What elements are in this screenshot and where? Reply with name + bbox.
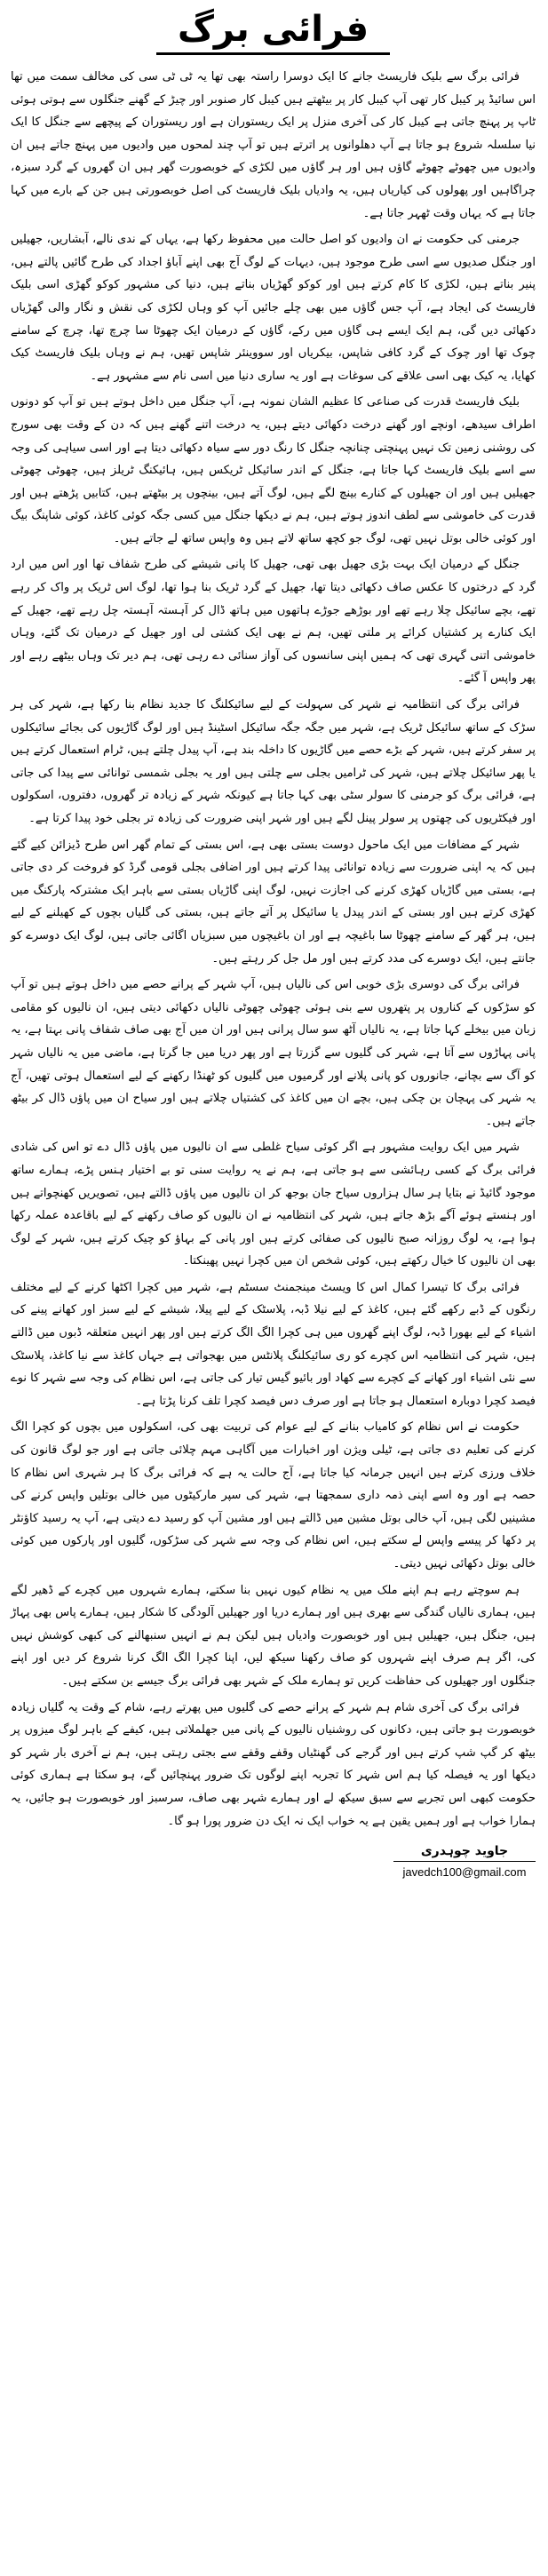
paragraph: حکومت نے اس نظام کو کامیاب بنانے کے لیے عوام کی تربیت بھی کی، اسکولوں میں بچوں کو کچرا الگ کرنے کی تعلیم دی جاتی ہے، ٹیلی ویژن اور اخبارات میں آگاہی مہم چلائی جاتی ہے اور جو لوگ قانون کی خلاف ورزی کرتے ہیں انہیں جرمانہ کیا جاتا ہے، آج حالت یہ ہے کہ فرائی برگ کا ہر شہری اس نظام کا حصہ ہے اور وہ اسے اپنی ذمہ داری سمجھتا ہے، شہر کی سپر مارکیٹوں میں خالی بوتلیں واپس کرنے کی مشینیں لگی ہیں، آپ خالی بوتل مشین میں ڈالتے ہیں اور مشین آپ کو رسید دے دیتی ہے، آپ یہ رسید کاؤنٹر پر دکھا کر پیسے واپس لے سکتے ہیں، اس نظام کی وجہ سے شہر کی سڑکوں، گلیوں اور پارکوں میں کوئی خالی بوتل دکھائی نہیں دیتی۔ [11,1420,536,1570]
author-email: javedch100@gmail.com [393,1861,536,1881]
paragraph: فرائی برگ کا تیسرا کمال اس کا ویسٹ مینجمنٹ سسٹم ہے، شہر میں کچرا اکٹھا کرنے کے لیے مختلف رنگوں کے ڈبے رکھے گئے ہیں، کاغذ کے لیے نیلا ڈبہ، پلاسٹک کے لیے پیلا، شیشے کے لیے سبز اور کھانے پینے کی اشیاء کے لیے بھورا ڈبہ، لوگ اپنے گھروں میں ہی کچرا الگ الگ کرتے ہیں اور پھر انہیں متعلقہ ڈبوں میں ڈالتے ہیں، شہر کی انتظامیہ اس کچرے کو ری سائیکلنگ پلانٹس میں بھجواتی ہے جہاں کاغذ سے نیا کاغذ، پلاسٹک سے نئی اشیاء اور کھانے کے کچرے سے کھاد اور بائیو گیس تیار کی جاتی ہے، اس نظام کی وجہ سے شہر کا نوے فیصد کچرا دوبارہ استعمال ہو جاتا ہے اور صرف دس فیصد کچرا تلف کرنا پڑتا ہے۔ [11,1280,536,1408]
article-title: فرائی برگ [156,12,390,55]
article-body [11,66,536,1833]
paragraph: جرمنی کی حکومت نے ان وادیوں کو اصل حالت میں محفوظ رکھا ہے، یہاں کے ندی نالے، آبشاریں، جھیلیں اور جنگل صدیوں سے اسی طرح موجود ہیں، دیہات کے لوگ آج بھی اپنے آباؤ اجداد کی طرح گائیں پالتے ہیں، پنیر بناتے ہیں، لکڑی کا کام کرتے ہیں اور کوکو گھڑیاں بناتے ہیں، دنیا کی مشہور کوکو گھڑی اسی بلیک فاریسٹ کی ایجاد ہے، آپ جس گاؤں میں بھی چلے جائیں آپ کو وہاں لکڑی کی نقش و نگار والی گھڑیاں دکھائی دیں گی، ہم ایک ایسے ہی گاؤں میں رکے، گاؤں کے درمیان ایک چھوٹا سا چرچ تھا، چرچ کے سامنے چوک تھا اور چوک کے گرد کافی شاپس، بیکریاں اور سووینئر شاپس تھیں، ہم نے وہاں بلیک فاریسٹ کیک کھایا، یہ کیک بھی اسی علاقے کی سوغات ہے اور یہ ساری دنیا میں اسی نام سے مشہور ہے۔ [11,233,536,383]
paragraph: ہم سوچتے رہے ہم اپنے ملک میں یہ نظام کیوں نہیں بنا سکتے، ہمارے شہروں میں کچرے کے ڈھیر لگے ہیں، ہماری نالیاں گندگی سے بھری ہیں اور ہمارے دریا اور جھیلیں آلودگی کا شکار ہیں، ہمارے پاس بھی پہاڑ ہیں، جنگل ہیں، جھیلیں ہیں اور خوبصورت وادیاں ہیں لیکن ہم نے انہیں سنبھالنے کی کبھی کوشش نہیں کی، اگر ہم صرف اپنے شہروں کو صاف رکھنا سیکھ لیں، اپنا کچرا الگ الگ کرنا شروع کر دیں اور اپنے جنگلوں اور جھیلوں کی حفاظت کریں تو ہمارے ملک کے شہر بھی فرائی برگ جیسے بن سکتے ہیں۔ [11,1583,536,1688]
author-signoff [393,1841,536,1881]
paragraph: جنگل کے درمیان ایک بہت بڑی جھیل بھی تھی، جھیل کا پانی شیشے کی طرح شفاف تھا اور اس میں ارد گرد کے درختوں کا عکس صاف دکھائی دیتا تھا، جھیل کے گرد ٹریک بنا ہوا تھا، لوگ اس ٹریک پر واک کر رہے تھے، بچے سائیکل چلا رہے تھے اور بوڑھے جوڑے ہاتھوں میں ہاتھ ڈال کر آہستہ آہستہ چل رہے تھے، جھیل کے ایک کنارے پر کشتیاں کرائے پر ملتی تھیں، ہم نے بھی ایک کشتی لی اور جھیل کے درمیان تک گئے، وہاں خاموشی اتنی گہری تھی کہ ہمیں اپنی سانسوں کی آواز سنائی دے رہی تھی، ہم دیر تک وہاں بیٹھے رہے اور پھر واپس آ گئے۔ [11,558,536,686]
paragraph: بلیک فاریسٹ قدرت کی صناعی کا عظیم الشان نمونہ ہے، آپ جنگل میں داخل ہوتے ہیں تو آپ کو دونوں اطراف سیدھے، اونچے اور گھنے درخت دکھائی دیتے ہیں، یہ درخت اتنے گھنے ہیں کہ دن کے وقت بھی سورج کی روشنی زمین تک نہیں پہنچتی چنانچہ جنگل کا رنگ دور سے سیاہ دکھائی دیتا ہے اور اسی سیاہی کی وجہ سے اسے بلیک فاریسٹ کہا جاتا ہے، جنگل کے اندر سائیکل ٹریکس ہیں، ہائیکنگ ٹریلز ہیں، چھوٹی چھوٹی جھیلیں ہیں اور ان جھیلوں کے کنارے بینچ لگے ہیں، لوگ آتے ہیں، بینچوں پر بیٹھتے ہیں، کتابیں پڑھتے ہیں اور قدرت کی خاموشی سے لطف اندوز ہوتے ہیں، ہم نے دیکھا جنگل میں کسی جگہ کوئی کاغذ، کوئی شاپنگ بیگ اور کوئی خالی بوتل نہیں تھی، لوگ جو کچھ ساتھ لاتے ہیں وہ واپس ساتھ لے جاتے ہیں۔ [11,395,536,545]
author-name: جاوید چوہدری [420,1844,509,1859]
paragraph: فرائی برگ کی آخری شام ہم شہر کے پرانے حصے کی گلیوں میں پھرتے رہے، شام کے وقت یہ گلیاں زیادہ خوبصورت ہو جاتی ہیں، دکانوں کی روشنیاں نالیوں کے پانی میں جھلملاتی ہیں، کیفے کے باہر لوگ میزوں پر بیٹھ کر گپ شپ کرتے ہیں اور گرجے کی گھنٹیاں وقفے وقفے سے بجتی رہتی ہیں، ہم نے آخری بار شہر کو دیکھا اور یہ فیصلہ کیا ہم اس شہر کا تجربہ اپنے لوگوں تک ضرور پہنچائیں گے، ہو سکتا ہے ہماری کوئی حکومت کبھی اس تجربے سے سبق سیکھ لے اور ہمارے شہر بھی صاف، سرسبز اور خوبصورت ہو جائیں، یہ ہمارا خواب ہے اور ہمیں یقین ہے یہ خواب ایک نہ ایک دن ضرور پورا ہو گا۔ [11,1700,536,1828]
paragraph: فرائی برگ کی دوسری بڑی خوبی اس کی نالیاں ہیں، آپ شہر کے پرانے حصے میں داخل ہوتے ہیں تو آپ کو سڑکوں کے کناروں پر پتھروں سے بنی ہوئی چھوٹی چھوٹی نالیاں دکھائی دیتی ہیں، ان نالیوں کو مقامی زبان میں بیخلے کہا جاتا ہے، یہ نالیاں آٹھ سو سال پرانی ہیں اور ان میں آج بھی صاف شفاف پانی بہتا ہے، یہ پانی پہاڑوں سے آتا ہے، شہر کی گلیوں سے گزرتا ہے اور پھر دریا میں جا گرتا ہے، ماضی میں یہ نالیاں شہر کو آگ سے بچانے، جانوروں کو پانی پلانے اور گرمیوں میں گلیوں کو ٹھنڈا رکھنے کے لیے استعمال ہوتی تھیں، آج یہ شہر کی پہچان بن چکی ہیں، بچے ان میں کاغذ کی کشتیاں چلاتے ہیں اور سیاح ان میں پاؤں ڈال کر بیٹھ جاتے ہیں۔ [11,978,536,1128]
paragraph: شہر میں ایک روایت مشہور ہے اگر کوئی سیاح غلطی سے ان نالیوں میں پاؤں ڈال دے تو اس کی شادی فرائی برگ کے کسی رہائشی سے ہو جاتی ہے، ہم نے یہ روایت سنی تو بے اختیار ہنس پڑے، ہمارے ساتھ موجود گائیڈ نے بتایا ہر سال ہزاروں سیاح جان بوجھ کر ان نالیوں میں پاؤں ڈالتے ہیں، تصویریں کھنچواتے ہیں اور ہنستے ہوئے آگے بڑھ جاتے ہیں، شہر کی انتظامیہ نے ان نالیوں کو صاف رکھنے کے لیے باقاعدہ عملہ رکھا ہوا ہے، یہ لوگ روزانہ صبح نالیوں کی صفائی کرتے ہیں اور پانی کے بہاؤ کو چیک کرتے ہیں، شہر کے لوگ بھی ان نالیوں کا خیال رکھتے ہیں، کوئی شخص ان میں کچرا نہیں پھینکتا۔ [11,1141,536,1268]
paragraph: فرائی برگ سے بلیک فاریسٹ جانے کا ایک دوسرا راستہ بھی تھا یہ ٹی ٹی سی کی مخالف سمت میں تھا اس سائیڈ پر کیبل کار تھی آپ کیبل کار پر بیٹھتے ہیں کیبل کار صنوبر اور چیڑ کے گھنے جنگلوں سے ہوتی ہوئی ٹاپ پر پہنچ جاتی ہے کیبل کار کی آخری منزل پر ایک ریستوران ہے اور ریستوران کے پیچھے سے جنگل کا ایک نیا سلسلہ شروع ہو جاتا ہے آپ دھلوانوں پر اترتے ہیں تو آپ چند لمحوں میں وادیوں میں پہنچ جاتے ہیں ان وادیوں میں چھوٹے چھوٹے گاؤں ہیں اور ہر گاؤں میں لکڑی کے خوبصورت گھر ہیں ان گھروں کے گرد سبزہ، چراگاہیں اور پھولوں کی کیاریاں ہیں، یہ وادیاں بلیک فاریسٹ کی اصل خوبصورتی ہیں جن کے بارے میں کہا جاتا ہے کہ یہاں وقت ٹھہر جاتا ہے۔ [11,70,536,220]
article-header [11,0,536,66]
paragraph: شہر کے مضافات میں ایک ماحول دوست بستی بھی ہے، اس بستی کے تمام گھر اس طرح ڈیزائن کیے گئے ہیں کہ یہ اپنی ضرورت سے زیادہ توانائی پیدا کرتے ہیں اور اضافی بجلی قومی گرڈ کو فروخت کر دی جاتی ہے، بستی میں گاڑیاں کھڑی کرنے کی اجازت نہیں، لوگ اپنی گاڑیاں بستی سے باہر ایک مشترکہ پارکنگ میں کھڑی کرتے ہیں اور بستی کے اندر پیدل یا سائیکل پر آتے جاتے ہیں، بستی کی گلیاں بچوں کے کھیلنے کے لیے ہیں، ہر گھر کے سامنے چھوٹا سا باغیچہ ہے اور ان باغیچوں میں سبزیاں اگائی جاتی ہیں، لوگ ایک دوسرے کو جانتے ہیں، ایک دوسرے کی مدد کرتے ہیں اور مل جل کر رہتے ہیں۔ [11,838,536,966]
paragraph: فرائی برگ کی انتظامیہ نے شہر کی سہولت کے لیے سائیکلنگ کا جدید نظام بنا رکھا ہے، شہر کی ہر سڑک کے ساتھ سائیکل ٹریک ہے، شہر میں جگہ جگہ سائیکل اسٹینڈ ہیں اور لوگ گاڑیوں کی بجائے سائیکلوں پر سفر کرتے ہیں، شہر کے بڑے حصے میں گاڑیوں کا داخلہ بند ہے، آپ پیدل چلتے ہیں، ٹرام استعمال کرتے ہیں یا پھر سائیکل چلاتے ہیں، شہر کی ٹرامیں بجلی سے چلتی ہیں اور یہ بجلی شمسی توانائی سے پیدا کی جاتی ہے، فرائی برگ کو جرمنی کا سولر سٹی بھی کہا جاتا ہے کیونکہ شہر کے زیادہ تر گھروں، دفتروں، اسکولوں اور فیکٹریوں کی چھتوں پر سولر پینل لگے ہیں اور شہر اپنی ضرورت کی زیادہ تر بجلی خود پیدا کرتا ہے۔ [11,698,536,825]
